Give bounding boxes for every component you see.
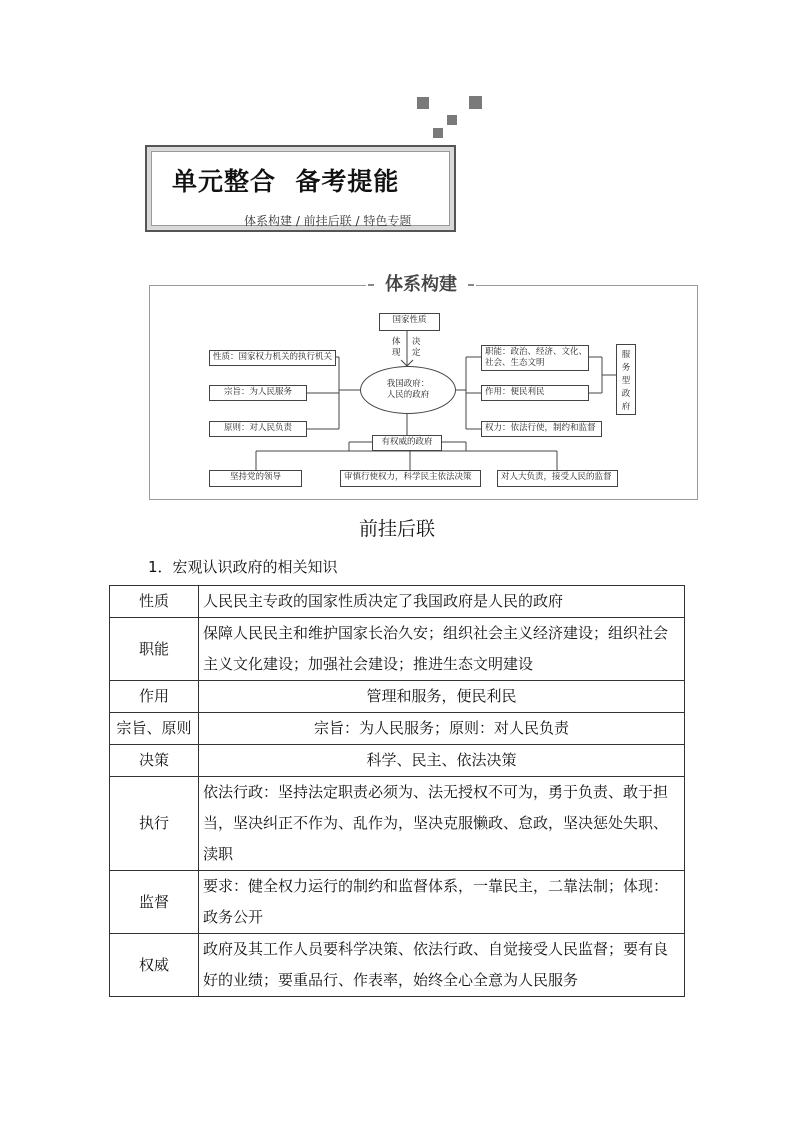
row-value: 管理和服务，便民利民 xyxy=(199,681,685,713)
row-key: 职能 xyxy=(110,618,199,681)
table-row xyxy=(110,871,685,934)
purpose-box: 宗旨：为人民服务 xyxy=(209,385,307,401)
row-value: 保障人民民主和维护国家长治久安；组织社会主义经济建设；组织社会主义文化建设；加强社会建设；推进生态文明建设 xyxy=(199,618,685,681)
section-heading: 前挂后联 xyxy=(358,518,435,540)
power-box: 权力：依法行使，制约和监督 xyxy=(481,421,602,437)
authority-box: 有权威的政府 xyxy=(372,435,442,451)
decide-label: 决 定 xyxy=(412,337,421,358)
row-key: 性质 xyxy=(110,586,199,618)
row-value: 政府及其工作人员要科学决策、依法行政、自觉接受人民监督；要有良好的业绩；要重品行、作表率，始终全心全意为人民服务 xyxy=(199,934,685,997)
item-heading: 1．宏观认识政府的相关知识 xyxy=(148,558,338,576)
row-value: 要求：健全权力运行的制约和监督体系，一靠民主，二靠法制；体现：政务公开 xyxy=(199,871,685,934)
table-row xyxy=(110,713,685,745)
table-row xyxy=(110,618,685,681)
row-key: 权威 xyxy=(110,934,199,997)
table-row xyxy=(110,934,685,997)
service-gov-box: 服 务 型 政 府 xyxy=(616,344,636,415)
row-key: 执行 xyxy=(110,777,199,871)
principle-box: 原则：对人民负责 xyxy=(209,421,307,437)
center-node: 我国政府： 人民的政府 xyxy=(360,366,456,414)
national-nature-box: 国家性质 xyxy=(379,313,440,331)
nature-box: 性质：国家权力机关的执行机关 xyxy=(209,350,336,366)
functions-box: 职能：政治、经济、文化、 社会、生态文明 xyxy=(481,345,589,371)
row-value: 依法行政：坚持法定职责必须为、法无授权不可为，勇于负责、敢于担当，坚决纠正不作为、乱作为，坚决克服懒政、怠政，坚决惩处失职、渎职 xyxy=(199,777,685,871)
row-key: 宗旨、原则 xyxy=(110,713,199,745)
table-row xyxy=(110,586,685,618)
supervise-box: 对人大负责，接受人民的监督 xyxy=(497,470,618,487)
banner-title: 单元整合 备考提能 xyxy=(172,167,400,196)
banner-subtitle: 体系构建 / 前挂后联 / 特色专题 xyxy=(244,214,412,228)
row-value: 科学、民主、依法决策 xyxy=(199,745,685,777)
row-key: 监督 xyxy=(110,871,199,934)
party-box: 坚持党的领导 xyxy=(209,470,302,487)
role-box: 作用：便民利民 xyxy=(481,385,589,401)
row-value: 人民民主专政的国家性质决定了我国政府是人民的政府 xyxy=(199,586,685,618)
table-row xyxy=(110,681,685,713)
exercise-box: 审慎行使权力，科学民主依法决策 xyxy=(340,470,481,487)
row-value: 宗旨：为人民服务；原则：对人民负责 xyxy=(199,713,685,745)
table-row xyxy=(110,777,685,871)
row-key: 决策 xyxy=(110,745,199,777)
table-row xyxy=(110,745,685,777)
diagram-title: 体系构建 xyxy=(385,274,457,295)
embody-label: 体 现 xyxy=(392,337,401,358)
row-key: 作用 xyxy=(110,681,199,713)
knowledge-table xyxy=(109,585,685,997)
